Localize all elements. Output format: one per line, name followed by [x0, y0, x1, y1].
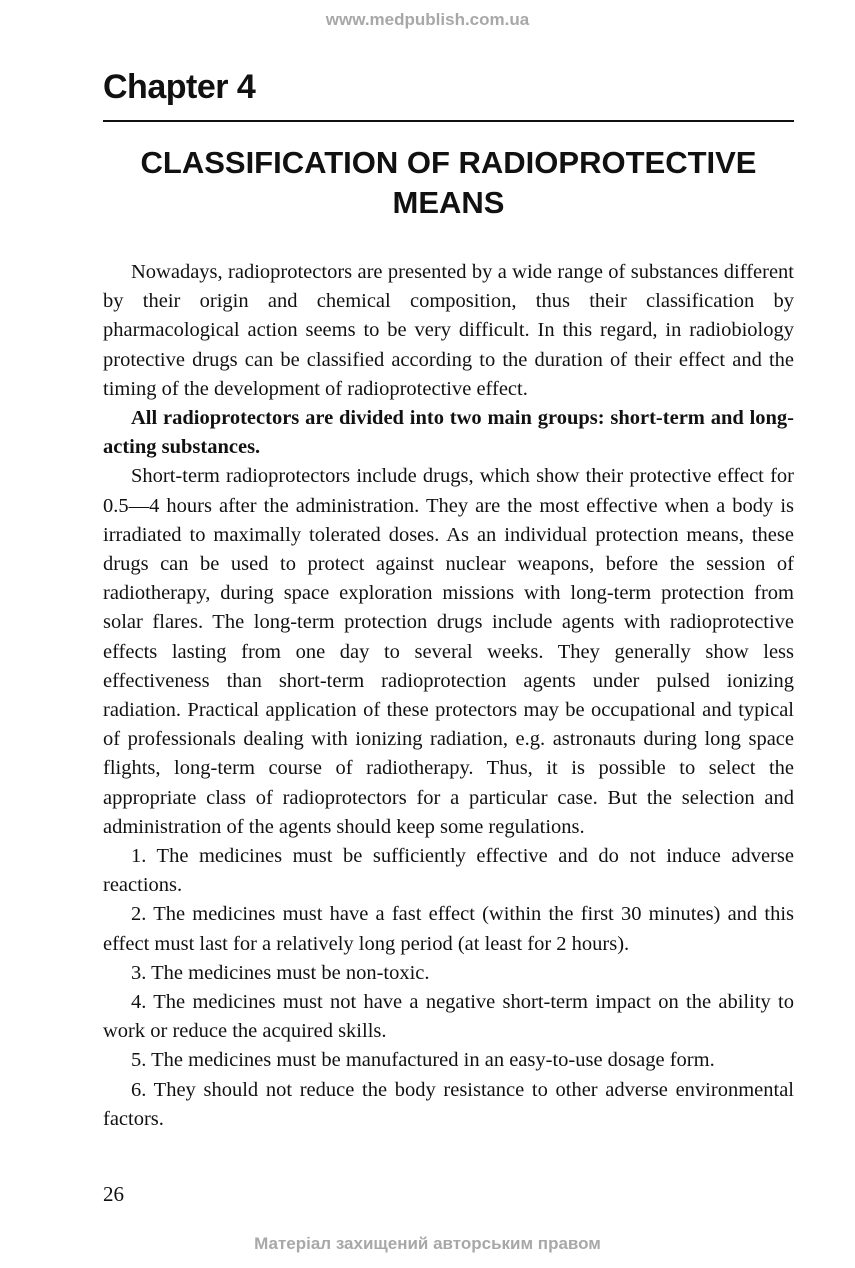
page-number: 26 — [103, 1182, 124, 1206]
list-item-6: 6. They should not reduce the body resistance to other adverse environmental factors. — [103, 1078, 794, 1130]
paragraph-intro: Nowadays, radioprotectors are presented by a wide range of substances different by their origin and chemical composition, thus their classification by pharmacological action seems to be very difficult. In this regard, in radiobiology protective drugs can be classified according to the duration of their effect and the timing of the development of radioprotective effect. — [103, 261, 794, 400]
paragraph-main-groups: All radioprotectors are divided into two main groups: short-term and long-acting substances. — [103, 407, 794, 459]
watermark-bottom: Матеріал захищений авторським правом — [254, 1234, 601, 1253]
watermark-top: www.medpublish.com.ua — [325, 10, 530, 29]
body-text — [103, 258, 794, 1134]
list-item-3: 3. The medicines must be non-toxic. — [131, 961, 430, 984]
list-item-4: 4. The medicines must not have a negative short-term impact on the ability to work or reduce the acquired skills. — [103, 991, 794, 1043]
list-item-5: 5. The medicines must be manufactured in an easy-to-use dosage form. — [131, 1049, 715, 1072]
list-item-2: 2. The medicines must have a fast effect (within the first 30 minutes) and this effect must last for a relatively long period (at least for 2 hours). — [103, 903, 794, 955]
chapter-label: Chapter 4 — [103, 68, 256, 106]
paragraph-short-term: Short-term radioprotectors include drugs, which show their protective effect for 0.5—4 hours after the administration. They are the most effective when a body is irradiated to maximally tolerated doses. As an individual protection means, these drugs can be used to protect against nuclear weapons, before the session of radiotherapy, during space exploration missions with long-term protection from solar flares. The long-term protection drugs include agents with radioprotective effects lasting from one day to several weeks. They generally show less effectiveness than short-term radioprotection agents under pulsed ionizing radiation. Practical application of these protectors may be occupational and typical of professionals dealing with ionizing radiation, e.g. astronauts during long space flights, long-term course of radiotherapy. Thus, it is possible to select the appropriate class of radioprotectors for a particular case. But the selection and administration of the agents should keep some regulations. — [103, 465, 794, 838]
chapter-divider — [103, 120, 794, 122]
list-item-1: 1. The medicines must be sufficiently effective and do not induce adverse reactions. — [103, 845, 794, 897]
chapter-title: CLASSIFICATION OF RADIOPROTECTIVE MEANS — [140, 145, 757, 220]
